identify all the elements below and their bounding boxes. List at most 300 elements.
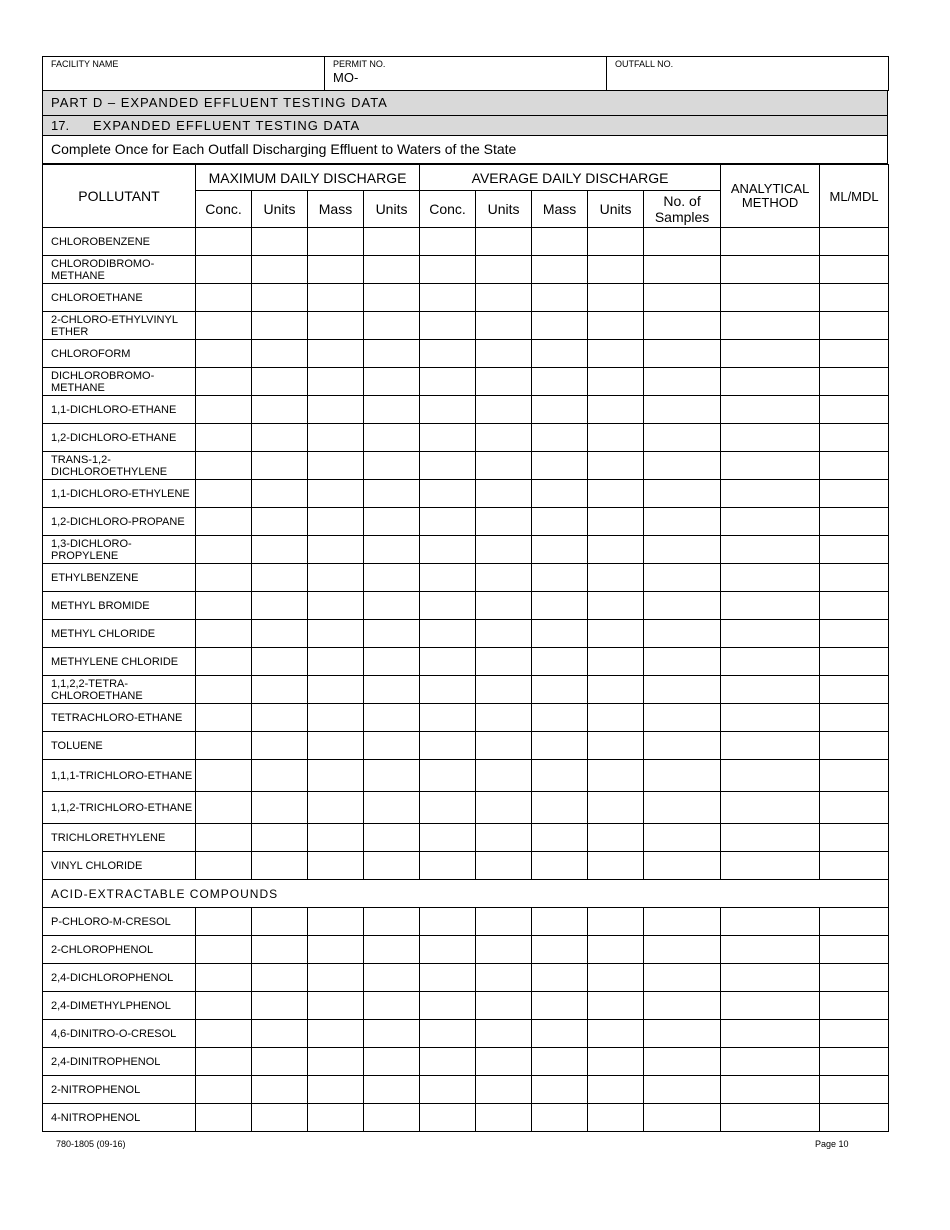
data-entry-cell[interactable]	[721, 228, 820, 256]
data-entry-cell[interactable]	[196, 620, 252, 648]
data-entry-cell[interactable]	[252, 1076, 308, 1104]
data-entry-cell[interactable]	[252, 964, 308, 992]
data-entry-cell[interactable]	[308, 228, 364, 256]
data-entry-cell[interactable]	[364, 564, 420, 592]
data-entry-cell[interactable]	[820, 536, 889, 564]
data-entry-cell[interactable]	[532, 480, 588, 508]
data-entry-cell[interactable]	[364, 936, 420, 964]
data-entry-cell[interactable]	[420, 704, 476, 732]
data-entry-cell[interactable]	[820, 256, 889, 284]
data-entry-cell[interactable]	[644, 732, 721, 760]
data-entry-cell[interactable]	[252, 1048, 308, 1076]
data-entry-cell[interactable]	[364, 992, 420, 1020]
data-entry-cell[interactable]	[644, 256, 721, 284]
data-entry-cell[interactable]	[588, 536, 644, 564]
data-entry-cell[interactable]	[588, 592, 644, 620]
data-entry-cell[interactable]	[476, 508, 532, 536]
data-entry-cell[interactable]	[721, 676, 820, 704]
data-entry-cell[interactable]	[476, 284, 532, 312]
data-entry-cell[interactable]	[476, 564, 532, 592]
data-entry-cell[interactable]	[588, 992, 644, 1020]
data-entry-cell[interactable]	[721, 1020, 820, 1048]
data-entry-cell[interactable]	[644, 508, 721, 536]
data-entry-cell[interactable]	[196, 312, 252, 340]
data-entry-cell[interactable]	[420, 536, 476, 564]
data-entry-cell[interactable]	[196, 592, 252, 620]
data-entry-cell[interactable]	[644, 228, 721, 256]
data-entry-cell[interactable]	[252, 824, 308, 852]
data-entry-cell[interactable]	[532, 1048, 588, 1076]
data-entry-cell[interactable]	[644, 908, 721, 936]
data-entry-cell[interactable]	[364, 368, 420, 396]
data-entry-cell[interactable]	[588, 452, 644, 480]
data-entry-cell[interactable]	[252, 648, 308, 676]
data-entry-cell[interactable]	[476, 704, 532, 732]
data-entry-cell[interactable]	[364, 732, 420, 760]
data-entry-cell[interactable]	[420, 964, 476, 992]
permit-number-field[interactable]	[325, 57, 607, 91]
data-entry-cell[interactable]	[476, 1104, 532, 1132]
data-entry-cell[interactable]	[364, 508, 420, 536]
data-entry-cell[interactable]	[644, 368, 721, 396]
data-entry-cell[interactable]	[721, 1076, 820, 1104]
data-entry-cell[interactable]	[476, 824, 532, 852]
data-entry-cell[interactable]	[820, 1020, 889, 1048]
data-entry-cell[interactable]	[252, 536, 308, 564]
data-entry-cell[interactable]	[644, 480, 721, 508]
data-entry-cell[interactable]	[588, 564, 644, 592]
data-entry-cell[interactable]	[588, 256, 644, 284]
data-entry-cell[interactable]	[721, 620, 820, 648]
data-entry-cell[interactable]	[721, 564, 820, 592]
data-entry-cell[interactable]	[420, 452, 476, 480]
data-entry-cell[interactable]	[252, 340, 308, 368]
data-entry-cell[interactable]	[308, 936, 364, 964]
data-entry-cell[interactable]	[252, 620, 308, 648]
data-entry-cell[interactable]	[820, 396, 889, 424]
data-entry-cell[interactable]	[252, 508, 308, 536]
data-entry-cell[interactable]	[252, 256, 308, 284]
data-entry-cell[interactable]	[532, 256, 588, 284]
data-entry-cell[interactable]	[364, 424, 420, 452]
data-entry-cell[interactable]	[364, 1020, 420, 1048]
data-entry-cell[interactable]	[644, 992, 721, 1020]
data-entry-cell[interactable]	[252, 908, 308, 936]
data-entry-cell[interactable]	[588, 620, 644, 648]
data-entry-cell[interactable]	[721, 424, 820, 452]
data-entry-cell[interactable]	[820, 228, 889, 256]
data-entry-cell[interactable]	[588, 340, 644, 368]
data-entry-cell[interactable]	[196, 908, 252, 936]
data-entry-cell[interactable]	[532, 760, 588, 792]
data-entry-cell[interactable]	[252, 704, 308, 732]
data-entry-cell[interactable]	[308, 452, 364, 480]
data-entry-cell[interactable]	[476, 256, 532, 284]
data-entry-cell[interactable]	[476, 228, 532, 256]
data-entry-cell[interactable]	[588, 908, 644, 936]
data-entry-cell[interactable]	[644, 792, 721, 824]
data-entry-cell[interactable]	[196, 1048, 252, 1076]
data-entry-cell[interactable]	[308, 760, 364, 792]
data-entry-cell[interactable]	[532, 508, 588, 536]
data-entry-cell[interactable]	[476, 1020, 532, 1048]
data-entry-cell[interactable]	[588, 760, 644, 792]
data-entry-cell[interactable]	[588, 284, 644, 312]
data-entry-cell[interactable]	[532, 792, 588, 824]
data-entry-cell[interactable]	[420, 1076, 476, 1104]
data-entry-cell[interactable]	[820, 620, 889, 648]
data-entry-cell[interactable]	[476, 1048, 532, 1076]
data-entry-cell[interactable]	[532, 536, 588, 564]
data-entry-cell[interactable]	[308, 256, 364, 284]
data-entry-cell[interactable]	[820, 704, 889, 732]
data-entry-cell[interactable]	[820, 908, 889, 936]
data-entry-cell[interactable]	[308, 1076, 364, 1104]
data-entry-cell[interactable]	[252, 732, 308, 760]
data-entry-cell[interactable]	[644, 592, 721, 620]
data-entry-cell[interactable]	[820, 792, 889, 824]
data-entry-cell[interactable]	[364, 760, 420, 792]
data-entry-cell[interactable]	[820, 592, 889, 620]
data-entry-cell[interactable]	[532, 676, 588, 704]
data-entry-cell[interactable]	[532, 312, 588, 340]
data-entry-cell[interactable]	[588, 368, 644, 396]
data-entry-cell[interactable]	[308, 312, 364, 340]
data-entry-cell[interactable]	[420, 312, 476, 340]
data-entry-cell[interactable]	[364, 452, 420, 480]
data-entry-cell[interactable]	[196, 964, 252, 992]
data-entry-cell[interactable]	[588, 824, 644, 852]
data-entry-cell[interactable]	[364, 964, 420, 992]
data-entry-cell[interactable]	[532, 1104, 588, 1132]
data-entry-cell[interactable]	[644, 936, 721, 964]
data-entry-cell[interactable]	[476, 1076, 532, 1104]
data-entry-cell[interactable]	[820, 312, 889, 340]
data-entry-cell[interactable]	[196, 480, 252, 508]
data-entry-cell[interactable]	[252, 592, 308, 620]
data-entry-cell[interactable]	[721, 368, 820, 396]
data-entry-cell[interactable]	[644, 452, 721, 480]
data-entry-cell[interactable]	[588, 312, 644, 340]
data-entry-cell[interactable]	[721, 760, 820, 792]
data-entry-cell[interactable]	[721, 936, 820, 964]
data-entry-cell[interactable]	[532, 1020, 588, 1048]
data-entry-cell[interactable]	[308, 536, 364, 564]
data-entry-cell[interactable]	[532, 620, 588, 648]
data-entry-cell[interactable]	[420, 228, 476, 256]
data-entry-cell[interactable]	[532, 824, 588, 852]
data-entry-cell[interactable]	[532, 592, 588, 620]
data-entry-cell[interactable]	[588, 936, 644, 964]
data-entry-cell[interactable]	[196, 992, 252, 1020]
data-entry-cell[interactable]	[308, 964, 364, 992]
data-entry-cell[interactable]	[420, 1048, 476, 1076]
data-entry-cell[interactable]	[196, 536, 252, 564]
data-entry-cell[interactable]	[820, 852, 889, 880]
data-entry-cell[interactable]	[721, 732, 820, 760]
data-entry-cell[interactable]	[196, 676, 252, 704]
data-entry-cell[interactable]	[476, 992, 532, 1020]
data-entry-cell[interactable]	[364, 1104, 420, 1132]
data-entry-cell[interactable]	[252, 992, 308, 1020]
data-entry-cell[interactable]	[588, 1048, 644, 1076]
data-entry-cell[interactable]	[820, 564, 889, 592]
data-entry-cell[interactable]	[532, 936, 588, 964]
data-entry-cell[interactable]	[252, 760, 308, 792]
data-entry-cell[interactable]	[196, 936, 252, 964]
data-entry-cell[interactable]	[308, 704, 364, 732]
data-entry-cell[interactable]	[588, 792, 644, 824]
data-entry-cell[interactable]	[532, 452, 588, 480]
data-entry-cell[interactable]	[196, 452, 252, 480]
data-entry-cell[interactable]	[588, 964, 644, 992]
data-entry-cell[interactable]	[364, 536, 420, 564]
data-entry-cell[interactable]	[476, 936, 532, 964]
data-entry-cell[interactable]	[644, 760, 721, 792]
data-entry-cell[interactable]	[420, 396, 476, 424]
data-entry-cell[interactable]	[196, 648, 252, 676]
data-entry-cell[interactable]	[588, 1020, 644, 1048]
data-entry-cell[interactable]	[420, 936, 476, 964]
data-entry-cell[interactable]	[820, 368, 889, 396]
data-entry-cell[interactable]	[721, 256, 820, 284]
data-entry-cell[interactable]	[196, 256, 252, 284]
data-entry-cell[interactable]	[588, 1076, 644, 1104]
data-entry-cell[interactable]	[721, 340, 820, 368]
data-entry-cell[interactable]	[721, 992, 820, 1020]
data-entry-cell[interactable]	[721, 908, 820, 936]
data-entry-cell[interactable]	[308, 648, 364, 676]
data-entry-cell[interactable]	[476, 536, 532, 564]
data-entry-cell[interactable]	[532, 284, 588, 312]
data-entry-cell[interactable]	[588, 648, 644, 676]
data-entry-cell[interactable]	[588, 704, 644, 732]
data-entry-cell[interactable]	[308, 564, 364, 592]
data-entry-cell[interactable]	[252, 480, 308, 508]
data-entry-cell[interactable]	[476, 648, 532, 676]
data-entry-cell[interactable]	[252, 396, 308, 424]
data-entry-cell[interactable]	[820, 936, 889, 964]
data-entry-cell[interactable]	[588, 228, 644, 256]
data-entry-cell[interactable]	[820, 760, 889, 792]
data-entry-cell[interactable]	[644, 1104, 721, 1132]
data-entry-cell[interactable]	[644, 852, 721, 880]
data-entry-cell[interactable]	[420, 564, 476, 592]
data-entry-cell[interactable]	[364, 1076, 420, 1104]
data-entry-cell[interactable]	[476, 592, 532, 620]
data-entry-cell[interactable]	[420, 368, 476, 396]
data-entry-cell[interactable]	[476, 964, 532, 992]
data-entry-cell[interactable]	[252, 676, 308, 704]
data-entry-cell[interactable]	[644, 620, 721, 648]
data-entry-cell[interactable]	[476, 792, 532, 824]
data-entry-cell[interactable]	[364, 648, 420, 676]
data-entry-cell[interactable]	[364, 620, 420, 648]
data-entry-cell[interactable]	[364, 480, 420, 508]
data-entry-cell[interactable]	[588, 676, 644, 704]
data-entry-cell[interactable]	[364, 1048, 420, 1076]
data-entry-cell[interactable]	[308, 592, 364, 620]
data-entry-cell[interactable]	[420, 620, 476, 648]
data-entry-cell[interactable]	[252, 852, 308, 880]
data-entry-cell[interactable]	[196, 824, 252, 852]
data-entry-cell[interactable]	[252, 1020, 308, 1048]
data-entry-cell[interactable]	[364, 704, 420, 732]
data-entry-cell[interactable]	[308, 908, 364, 936]
data-entry-cell[interactable]	[820, 676, 889, 704]
data-entry-cell[interactable]	[252, 452, 308, 480]
data-entry-cell[interactable]	[364, 908, 420, 936]
data-entry-cell[interactable]	[476, 852, 532, 880]
data-entry-cell[interactable]	[820, 284, 889, 312]
data-entry-cell[interactable]	[644, 964, 721, 992]
data-entry-cell[interactable]	[364, 824, 420, 852]
data-entry-cell[interactable]	[532, 964, 588, 992]
data-entry-cell[interactable]	[420, 340, 476, 368]
data-entry-cell[interactable]	[196, 396, 252, 424]
data-entry-cell[interactable]	[476, 452, 532, 480]
data-entry-cell[interactable]	[721, 592, 820, 620]
data-entry-cell[interactable]	[308, 424, 364, 452]
data-entry-cell[interactable]	[196, 284, 252, 312]
data-entry-cell[interactable]	[721, 508, 820, 536]
data-entry-cell[interactable]	[721, 852, 820, 880]
data-entry-cell[interactable]	[420, 908, 476, 936]
data-entry-cell[interactable]	[820, 732, 889, 760]
data-entry-cell[interactable]	[588, 852, 644, 880]
data-entry-cell[interactable]	[308, 1048, 364, 1076]
data-entry-cell[interactable]	[420, 256, 476, 284]
data-entry-cell[interactable]	[476, 396, 532, 424]
data-entry-cell[interactable]	[644, 284, 721, 312]
data-entry-cell[interactable]	[588, 396, 644, 424]
data-entry-cell[interactable]	[252, 312, 308, 340]
data-entry-cell[interactable]	[532, 424, 588, 452]
data-entry-cell[interactable]	[820, 1048, 889, 1076]
data-entry-cell[interactable]	[820, 1104, 889, 1132]
data-entry-cell[interactable]	[721, 824, 820, 852]
data-entry-cell[interactable]	[721, 312, 820, 340]
data-entry-cell[interactable]	[420, 480, 476, 508]
data-entry-cell[interactable]	[532, 1076, 588, 1104]
data-entry-cell[interactable]	[820, 452, 889, 480]
data-entry-cell[interactable]	[420, 676, 476, 704]
data-entry-cell[interactable]	[820, 824, 889, 852]
data-entry-cell[interactable]	[252, 424, 308, 452]
data-entry-cell[interactable]	[364, 676, 420, 704]
data-entry-cell[interactable]	[476, 340, 532, 368]
data-entry-cell[interactable]	[308, 992, 364, 1020]
data-entry-cell[interactable]	[476, 368, 532, 396]
data-entry-cell[interactable]	[644, 312, 721, 340]
data-entry-cell[interactable]	[308, 732, 364, 760]
data-entry-cell[interactable]	[644, 396, 721, 424]
data-entry-cell[interactable]	[420, 824, 476, 852]
data-entry-cell[interactable]	[721, 964, 820, 992]
data-entry-cell[interactable]	[196, 340, 252, 368]
data-entry-cell[interactable]	[196, 508, 252, 536]
data-entry-cell[interactable]	[532, 704, 588, 732]
data-entry-cell[interactable]	[820, 648, 889, 676]
data-entry-cell[interactable]	[308, 396, 364, 424]
data-entry-cell[interactable]	[820, 1076, 889, 1104]
data-entry-cell[interactable]	[721, 648, 820, 676]
data-entry-cell[interactable]	[644, 564, 721, 592]
data-entry-cell[interactable]	[820, 480, 889, 508]
data-entry-cell[interactable]	[644, 824, 721, 852]
data-entry-cell[interactable]	[721, 536, 820, 564]
data-entry-cell[interactable]	[196, 424, 252, 452]
data-entry-cell[interactable]	[721, 1048, 820, 1076]
data-entry-cell[interactable]	[364, 284, 420, 312]
data-entry-cell[interactable]	[721, 792, 820, 824]
data-entry-cell[interactable]	[644, 704, 721, 732]
data-entry-cell[interactable]	[532, 908, 588, 936]
data-entry-cell[interactable]	[420, 852, 476, 880]
data-entry-cell[interactable]	[532, 852, 588, 880]
data-entry-cell[interactable]	[364, 592, 420, 620]
data-entry-cell[interactable]	[420, 760, 476, 792]
data-entry-cell[interactable]	[820, 992, 889, 1020]
data-entry-cell[interactable]	[196, 1020, 252, 1048]
data-entry-cell[interactable]	[721, 704, 820, 732]
data-entry-cell[interactable]	[644, 1020, 721, 1048]
data-entry-cell[interactable]	[308, 1020, 364, 1048]
data-entry-cell[interactable]	[644, 1076, 721, 1104]
data-entry-cell[interactable]	[721, 452, 820, 480]
data-entry-cell[interactable]	[252, 792, 308, 824]
data-entry-cell[interactable]	[364, 312, 420, 340]
data-entry-cell[interactable]	[532, 732, 588, 760]
data-entry-cell[interactable]	[252, 936, 308, 964]
data-entry-cell[interactable]	[721, 1104, 820, 1132]
data-entry-cell[interactable]	[420, 424, 476, 452]
data-entry-cell[interactable]	[196, 1076, 252, 1104]
data-entry-cell[interactable]	[588, 732, 644, 760]
data-entry-cell[interactable]	[308, 480, 364, 508]
data-entry-cell[interactable]	[644, 340, 721, 368]
data-entry-cell[interactable]	[532, 648, 588, 676]
data-entry-cell[interactable]	[308, 620, 364, 648]
data-entry-cell[interactable]	[308, 508, 364, 536]
data-entry-cell[interactable]	[420, 592, 476, 620]
data-entry-cell[interactable]	[196, 732, 252, 760]
data-entry-cell[interactable]	[196, 704, 252, 732]
data-entry-cell[interactable]	[532, 564, 588, 592]
data-entry-cell[interactable]	[721, 396, 820, 424]
data-entry-cell[interactable]	[644, 648, 721, 676]
data-entry-cell[interactable]	[820, 424, 889, 452]
data-entry-cell[interactable]	[588, 508, 644, 536]
data-entry-cell[interactable]	[252, 564, 308, 592]
data-entry-cell[interactable]	[196, 760, 252, 792]
data-entry-cell[interactable]	[721, 284, 820, 312]
data-entry-cell[interactable]	[308, 1104, 364, 1132]
data-entry-cell[interactable]	[308, 340, 364, 368]
data-entry-cell[interactable]	[308, 852, 364, 880]
data-entry-cell[interactable]	[308, 284, 364, 312]
data-entry-cell[interactable]	[252, 1104, 308, 1132]
data-entry-cell[interactable]	[364, 852, 420, 880]
data-entry-cell[interactable]	[644, 1048, 721, 1076]
data-entry-cell[interactable]	[476, 620, 532, 648]
data-entry-cell[interactable]	[476, 424, 532, 452]
data-entry-cell[interactable]	[364, 228, 420, 256]
data-entry-cell[interactable]	[364, 792, 420, 824]
data-entry-cell[interactable]	[252, 368, 308, 396]
data-entry-cell[interactable]	[420, 792, 476, 824]
data-entry-cell[interactable]	[644, 536, 721, 564]
